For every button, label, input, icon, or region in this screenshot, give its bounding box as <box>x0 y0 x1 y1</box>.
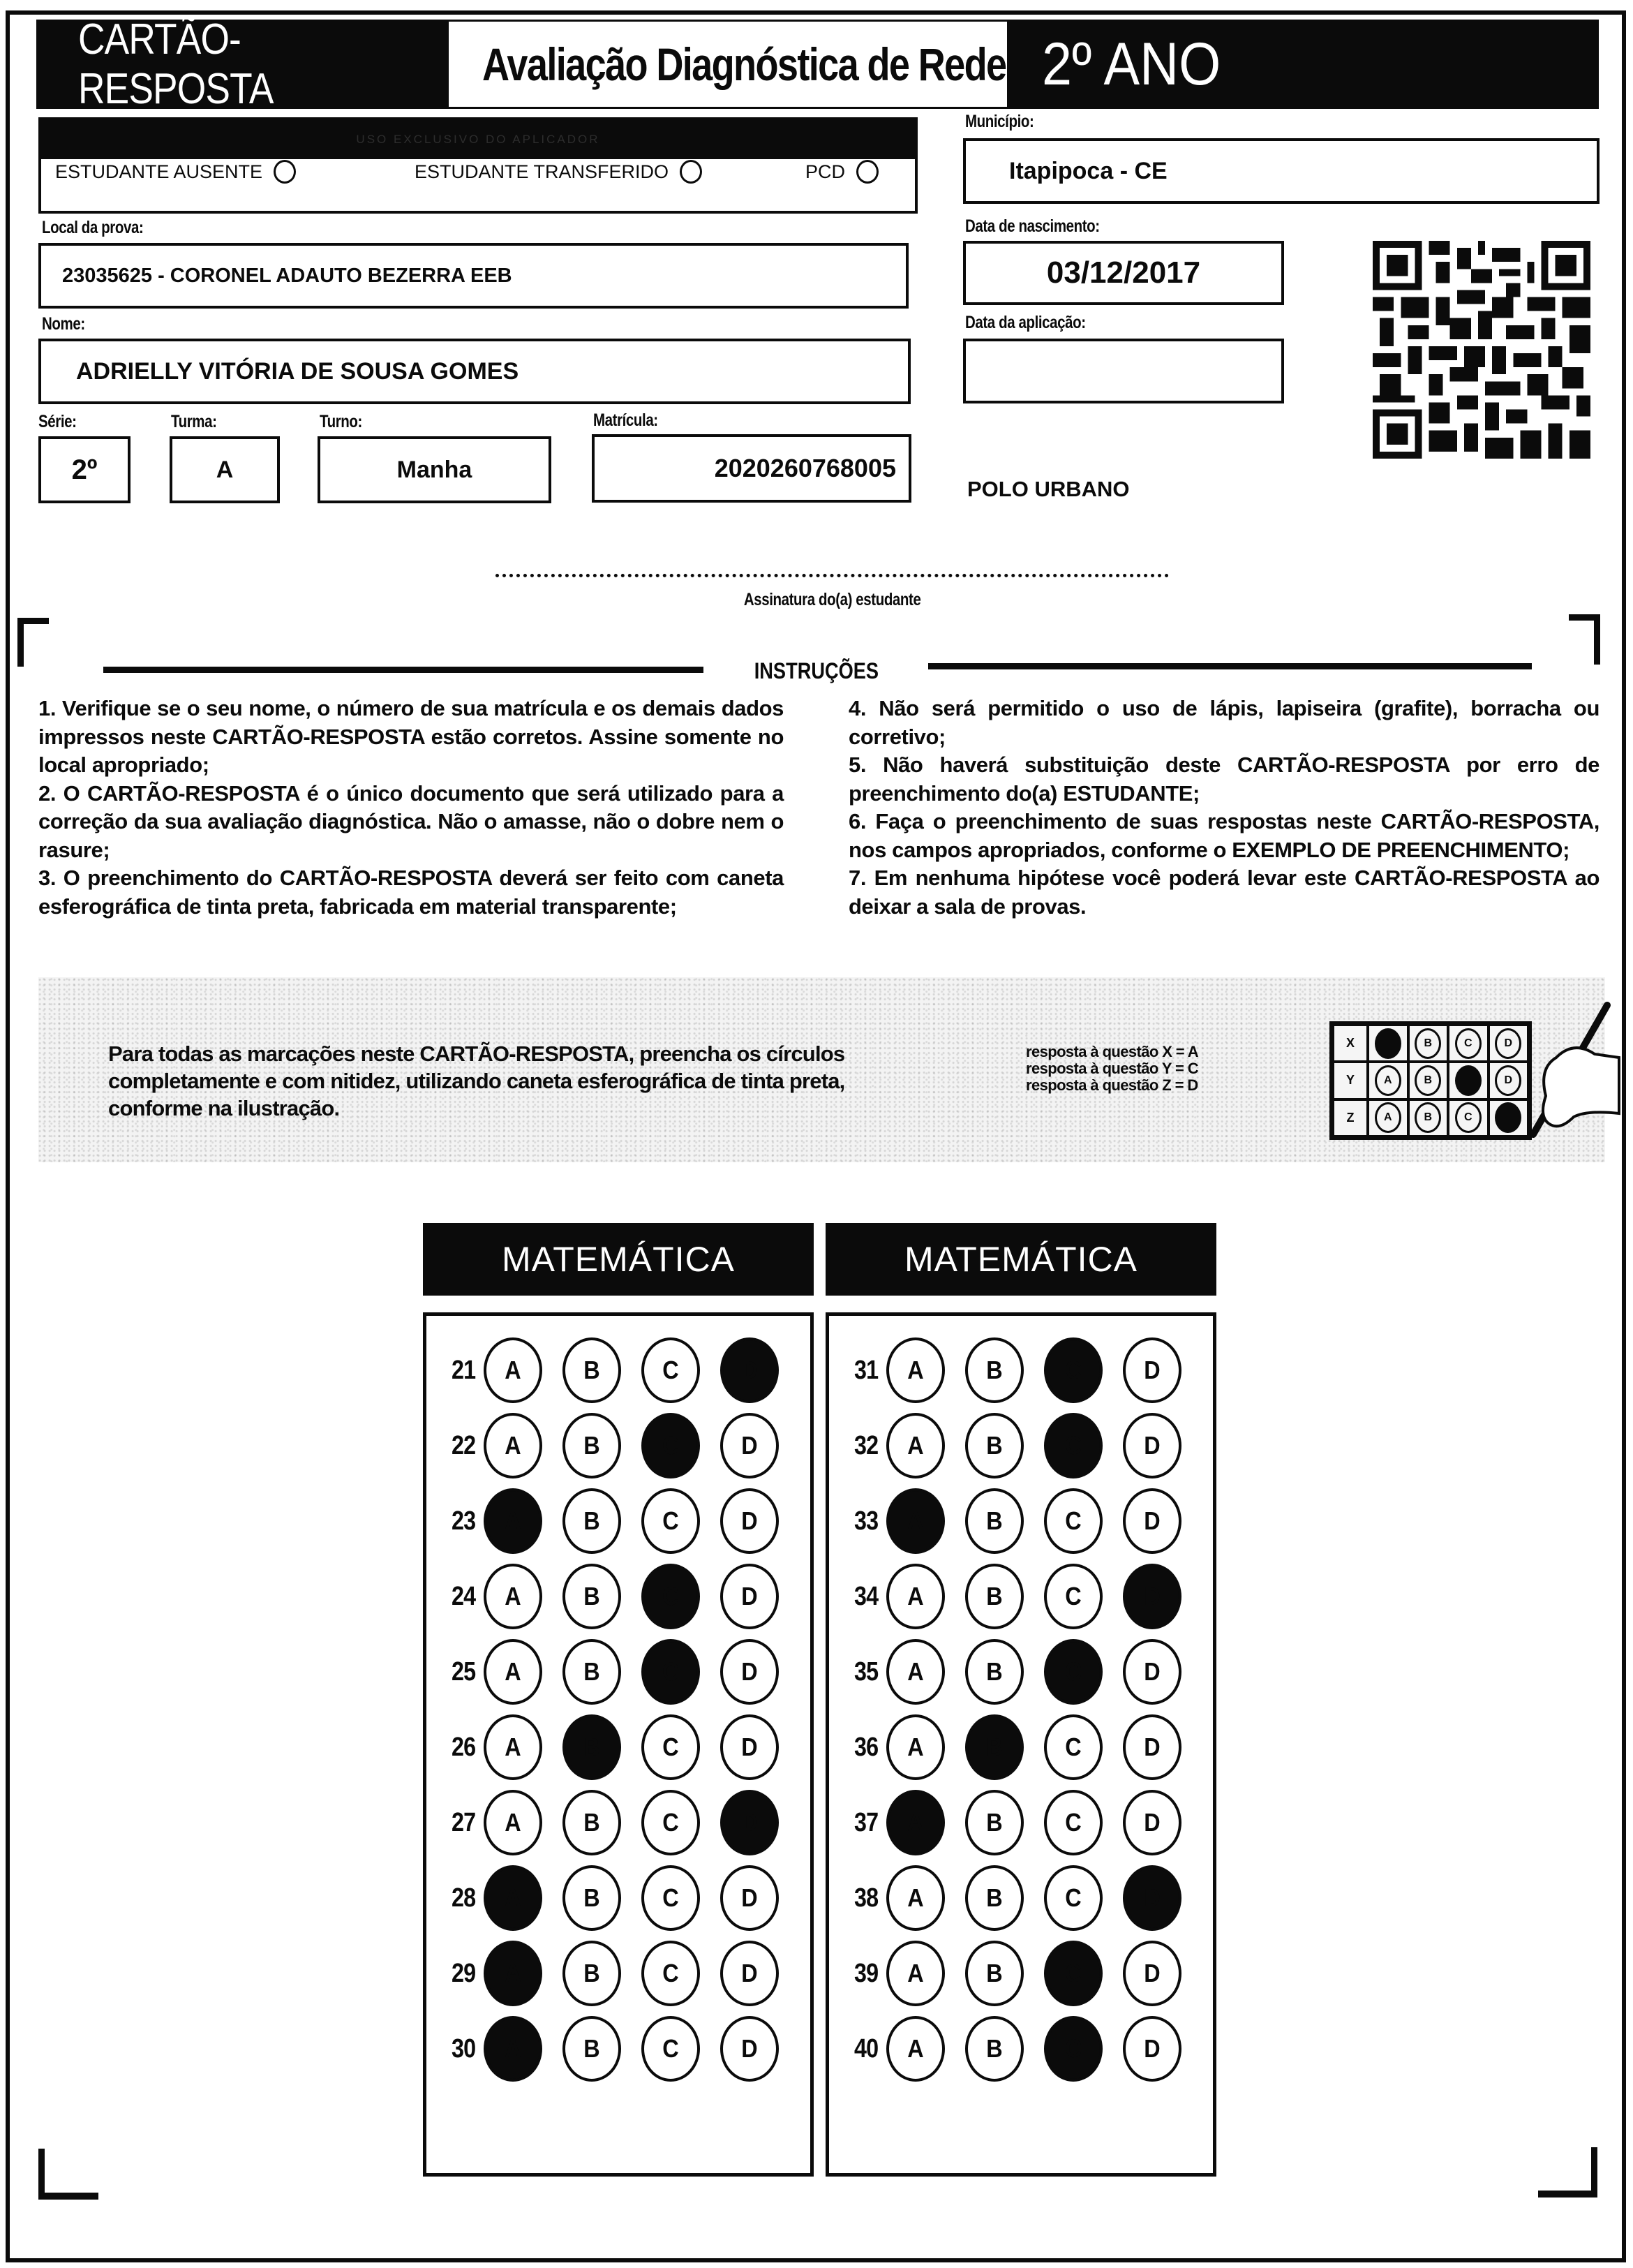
instruction-item: 2. O CARTÃO-RESPOSTA é o único documento que será utilizado para a correção da sua avaliação diagnóstica. Não o amasse, não o dobre nem o rasure; <box>38 780 784 862</box>
answer-bubble-d[interactable]: D <box>720 1941 779 2006</box>
answer-bubble-d[interactable]: D <box>1123 2016 1181 2082</box>
question-row <box>829 2017 1213 2080</box>
corner-mark-top-right <box>1594 614 1600 665</box>
birthdate-value: 03/12/2017 <box>1046 255 1201 290</box>
card-title: CARTÃO-RESPOSTA <box>78 15 274 113</box>
question-number: 34 <box>853 1581 878 1611</box>
answer-bubble-d[interactable]: D <box>720 2016 779 2082</box>
answer-bubble-a[interactable]: A <box>886 1564 945 1629</box>
fill-example-grid: X B C D Y A B D Z A B C <box>1329 1021 1532 1140</box>
local-prova-field <box>38 243 909 309</box>
question-number: 26 <box>451 1732 475 1762</box>
answer-bubble-c[interactable]: C <box>641 1413 700 1478</box>
example-bubble-filled-icon <box>1495 1102 1521 1133</box>
pcd-option[interactable] <box>805 160 879 184</box>
answer-bubble-a[interactable]: A <box>484 1714 542 1780</box>
corner-mark-top-right-h <box>1569 614 1600 621</box>
hand-with-pen-icon <box>1525 991 1623 1152</box>
question-number: 25 <box>451 1656 475 1687</box>
exam-title-banner <box>447 20 1009 109</box>
answer-bubble-b[interactable]: B <box>562 1337 621 1403</box>
answer-bubble-b[interactable]: B <box>965 1865 1024 1931</box>
answer-bubble-b[interactable]: B <box>965 1564 1024 1629</box>
question-number: 40 <box>853 2033 878 2063</box>
applicator-bar-label: USO EXCLUSIVO DO APLICADOR <box>41 120 915 159</box>
answer-bubble-c[interactable]: C <box>1044 1564 1103 1629</box>
question-row <box>426 1640 810 1703</box>
answer-bubble-a[interactable]: A <box>886 1941 945 2006</box>
question-number: 28 <box>451 1883 475 1913</box>
card-title-banner <box>36 15 448 113</box>
municipio-label: Município: <box>965 112 1034 131</box>
fill-example-section <box>38 977 1605 1162</box>
corner-mark-top-left-h <box>17 618 49 624</box>
transferred-bubble-icon[interactable] <box>680 160 702 184</box>
serie-value: 2º <box>71 454 98 485</box>
matricula-field <box>592 434 911 503</box>
question-row <box>829 1791 1213 1854</box>
answer-bubble-b[interactable]: B <box>965 1941 1024 2006</box>
question-row <box>426 2017 810 2080</box>
question-row <box>829 1716 1213 1779</box>
answer-bubble-c[interactable]: C <box>641 2016 700 2082</box>
answer-grid-left <box>423 1312 814 2177</box>
question-number: 31 <box>853 1355 878 1385</box>
answer-bubble-c[interactable]: C <box>641 1639 700 1705</box>
answer-bubble-c[interactable]: C <box>1044 1790 1103 1855</box>
question-row <box>829 1867 1213 1929</box>
question-number: 22 <box>451 1430 475 1460</box>
answer-bubble-b[interactable]: B <box>965 1714 1024 1780</box>
answer-bubble-c[interactable]: C <box>1044 1488 1103 1554</box>
answer-bubble-a[interactable]: A <box>886 1337 945 1403</box>
answer-bubble-a[interactable]: A <box>484 1337 542 1403</box>
question-row <box>829 1565 1213 1628</box>
fill-example-legend: resposta à questão X = A resposta à questão Y = C resposta à questão Z = D <box>1026 1043 1199 1094</box>
answer-bubble-b[interactable]: B <box>562 1639 621 1705</box>
serie-field <box>38 436 131 503</box>
answer-bubble-c[interactable]: C <box>1044 1865 1103 1931</box>
matricula-value: 2020260768005 <box>714 454 896 482</box>
answer-bubble-a[interactable]: A <box>886 1790 945 1855</box>
answer-bubble-d[interactable]: D <box>720 1488 779 1554</box>
answer-bubble-b[interactable]: B <box>965 1337 1024 1403</box>
question-row <box>426 1791 810 1854</box>
fill-example-text: Para todas as marcações neste CARTÃO-RESPOSTA, preencha os círculos completamente e com nitidez, utilizando caneta esferográfica de tinta preta, conforme na ilustração. <box>108 1042 845 1120</box>
instruction-item: 1. Verifique se o seu nome, o número de sua matrícula e os demais dados impressos neste CARTÃO-RESPOSTA estão corretos. Assine somente no local apropriado; <box>38 696 784 777</box>
answer-bubble-a[interactable]: A <box>484 1941 542 2006</box>
answer-bubble-c[interactable]: C <box>641 1790 700 1855</box>
nome-value: ADRIELLY VITÓRIA DE SOUSA GOMES <box>76 357 519 385</box>
grade-banner <box>1007 20 1599 109</box>
question-number: 39 <box>853 1958 878 1988</box>
answer-bubble-a[interactable]: A <box>484 1564 542 1629</box>
corner-mark-bottom-right-h <box>1538 2191 1597 2197</box>
answer-bubble-c[interactable]: C <box>641 1337 700 1403</box>
local-prova-label: Local da prova: <box>42 218 144 237</box>
turno-value: Manha <box>396 456 472 483</box>
question-number: 38 <box>853 1883 878 1913</box>
question-number: 29 <box>451 1958 475 1988</box>
question-row <box>426 1867 810 1929</box>
corner-mark-top-left <box>17 618 24 667</box>
exam-title: Avaliação Diagnóstica de Rede <box>482 38 1006 90</box>
signature-line[interactable] <box>495 574 1169 577</box>
answer-bubble-d[interactable]: D <box>720 1564 779 1629</box>
answer-grid-right <box>826 1312 1216 2177</box>
answer-bubble-c[interactable]: C <box>641 1564 700 1629</box>
example-bubble-filled-icon <box>1455 1065 1482 1096</box>
answer-bubble-c[interactable]: C <box>641 1714 700 1780</box>
answer-bubble-a[interactable]: A <box>484 1639 542 1705</box>
turno-label: Turno: <box>320 412 362 431</box>
answer-bubble-b[interactable]: B <box>562 1865 621 1931</box>
nome-label: Nome: <box>42 314 85 334</box>
answer-bubble-c[interactable]: C <box>1044 1941 1103 2006</box>
answer-bubble-d[interactable]: D <box>1123 1790 1181 1855</box>
question-number: 23 <box>451 1506 475 1536</box>
question-row <box>426 1565 810 1628</box>
answer-bubble-c[interactable]: C <box>641 1941 700 2006</box>
matricula-label: Matrícula: <box>593 410 658 430</box>
instructions-left-column <box>38 695 784 921</box>
question-number: 21 <box>451 1355 475 1385</box>
question-number: 35 <box>853 1656 878 1687</box>
instructions-title: INSTRUÇÕES <box>754 658 879 683</box>
question-row <box>426 1339 810 1402</box>
answer-bubble-b[interactable]: B <box>965 1488 1024 1554</box>
applicator-section <box>38 117 918 214</box>
answer-bubble-b[interactable]: B <box>562 1714 621 1780</box>
question-number: 32 <box>853 1430 878 1460</box>
corner-mark-bottom-left-h <box>38 2193 98 2200</box>
answer-bubble-d[interactable]: D <box>720 1790 779 1855</box>
answer-bubble-a[interactable]: A <box>886 1639 945 1705</box>
application-date-field[interactable] <box>963 339 1284 403</box>
answer-bubble-d[interactable]: D <box>1123 1564 1181 1629</box>
answer-bubble-c[interactable]: C <box>1044 1639 1103 1705</box>
answer-bubble-b[interactable]: B <box>562 1413 621 1478</box>
turma-field <box>170 436 280 503</box>
answer-bubble-c[interactable]: C <box>1044 1714 1103 1780</box>
answer-bubble-b[interactable]: B <box>965 2016 1024 2082</box>
local-prova-value: 23035625 - CORONEL ADAUTO BEZERRA EEB <box>62 264 512 287</box>
absent-label: ESTUDANTE AUSENTE <box>55 161 263 182</box>
turno-field <box>318 436 551 503</box>
answer-bubble-d[interactable]: D <box>1123 1488 1181 1554</box>
question-row <box>829 1640 1213 1703</box>
answer-bubble-d[interactable]: D <box>720 1413 779 1478</box>
answer-bubble-d[interactable]: D <box>1123 1865 1181 1931</box>
answer-bubble-b[interactable]: B <box>965 1790 1024 1855</box>
answer-bubble-c[interactable]: C <box>1044 1337 1103 1403</box>
question-row <box>426 1942 810 2005</box>
absent-option[interactable] <box>55 160 296 184</box>
answer-bubble-c[interactable]: C <box>641 1488 700 1554</box>
municipio-field <box>963 138 1600 204</box>
question-number: 36 <box>853 1732 878 1762</box>
qr-code-icon <box>1373 241 1590 459</box>
answer-bubble-b[interactable]: B <box>965 1413 1024 1478</box>
answer-bubble-d[interactable]: D <box>720 1714 779 1780</box>
question-row <box>426 1490 810 1552</box>
question-number: 30 <box>451 2033 475 2063</box>
corner-mark-bottom-left <box>38 2149 45 2199</box>
transferred-option[interactable] <box>415 160 702 184</box>
question-row <box>426 1716 810 1779</box>
answer-bubble-a[interactable]: A <box>484 1790 542 1855</box>
question-row <box>829 1414 1213 1477</box>
answer-bubble-b[interactable]: B <box>562 1941 621 2006</box>
answer-bubble-d[interactable]: D <box>1123 1714 1181 1780</box>
question-number: 27 <box>451 1807 475 1837</box>
instruction-item: 6. Faça o preenchimento de suas respostas neste CARTÃO-RESPOSTA, nos campos apropriados, conforme o EXEMPLO DE PREENCHIMENTO; <box>849 809 1600 862</box>
instructions-right-column <box>849 695 1600 921</box>
answer-bubble-d[interactable]: D <box>1123 1337 1181 1403</box>
question-number: 37 <box>853 1807 878 1837</box>
answer-bubble-a[interactable]: A <box>484 1413 542 1478</box>
question-row <box>829 1942 1213 2005</box>
answer-bubble-c[interactable]: C <box>641 1865 700 1931</box>
turma-value: A <box>216 456 234 483</box>
answer-bubble-c[interactable]: C <box>1044 1413 1103 1478</box>
answer-bubble-b[interactable]: B <box>562 1564 621 1629</box>
answer-bubble-d[interactable]: D <box>720 1337 779 1403</box>
answer-bubble-d[interactable]: D <box>1123 1639 1181 1705</box>
pcd-bubble-icon[interactable] <box>856 160 879 184</box>
instruction-item: 7. Em nenhuma hipótese você poderá levar este CARTÃO-RESPOSTA ao deixar a sala de provas. <box>849 866 1600 919</box>
answer-bubble-a[interactable]: A <box>886 2016 945 2082</box>
subject-header-left: MATEMÁTICA <box>423 1223 814 1296</box>
answer-bubble-d[interactable]: D <box>720 1639 779 1705</box>
answer-bubble-d[interactable]: D <box>1123 1413 1181 1478</box>
turma-label: Turma: <box>171 412 217 431</box>
answer-bubble-d[interactable]: D <box>720 1865 779 1931</box>
birthdate-field <box>963 241 1284 305</box>
grade-label: 2º ANO <box>1042 30 1221 98</box>
answer-bubble-a[interactable]: A <box>886 1865 945 1931</box>
example-bubble-filled-icon <box>1375 1028 1401 1059</box>
answer-bubble-a[interactable]: A <box>484 2016 542 2082</box>
signature-label: Assinatura do(a) estudante <box>743 590 921 609</box>
instructions-rule-left <box>103 667 703 673</box>
absent-bubble-icon[interactable] <box>274 160 296 184</box>
instructions-rule-right <box>928 663 1532 669</box>
answer-bubble-a[interactable]: A <box>484 1488 542 1554</box>
instruction-item: 4. Não será permitido o uso de lápis, lapiseira (grafite), borracha ou corretivo; <box>849 696 1600 749</box>
serie-label: Série: <box>38 412 77 431</box>
pcd-label: PCD <box>805 161 846 182</box>
birthdate-label: Data de nascimento: <box>965 216 1100 236</box>
municipio-value: Itapipoca - CE <box>1009 157 1168 184</box>
answer-bubble-b[interactable]: B <box>965 1639 1024 1705</box>
question-number: 33 <box>853 1506 878 1536</box>
answer-bubble-b[interactable]: B <box>562 1790 621 1855</box>
question-number: 24 <box>451 1581 475 1611</box>
answer-bubble-b[interactable]: B <box>562 2016 621 2082</box>
instruction-item: 3. O preenchimento do CARTÃO-RESPOSTA deverá ser feito com caneta esferográfica de tinta preta, fabricada em material transparente; <box>38 866 784 919</box>
answer-bubble-a[interactable]: A <box>886 1413 945 1478</box>
instruction-item: 5. Não haverá substituição deste CARTÃO-RESPOSTA por erro de preenchimento do(a) ESTUDANTE; <box>849 753 1600 806</box>
answer-bubble-a[interactable]: A <box>886 1488 945 1554</box>
question-row <box>426 1414 810 1477</box>
answer-bubble-a[interactable]: A <box>484 1865 542 1931</box>
answer-bubble-a[interactable]: A <box>886 1714 945 1780</box>
polo-label: POLO URBANO <box>967 477 1130 501</box>
nome-field <box>38 339 911 404</box>
subject-header-right: MATEMÁTICA <box>826 1223 1216 1296</box>
answer-bubble-d[interactable]: D <box>1123 1941 1181 2006</box>
answer-bubble-c[interactable]: C <box>1044 2016 1103 2082</box>
question-row <box>829 1339 1213 1402</box>
answer-bubble-b[interactable]: B <box>562 1488 621 1554</box>
transferred-label: ESTUDANTE TRANSFERIDO <box>415 161 669 182</box>
application-date-label: Data da aplicação: <box>965 313 1086 332</box>
question-row <box>829 1490 1213 1552</box>
